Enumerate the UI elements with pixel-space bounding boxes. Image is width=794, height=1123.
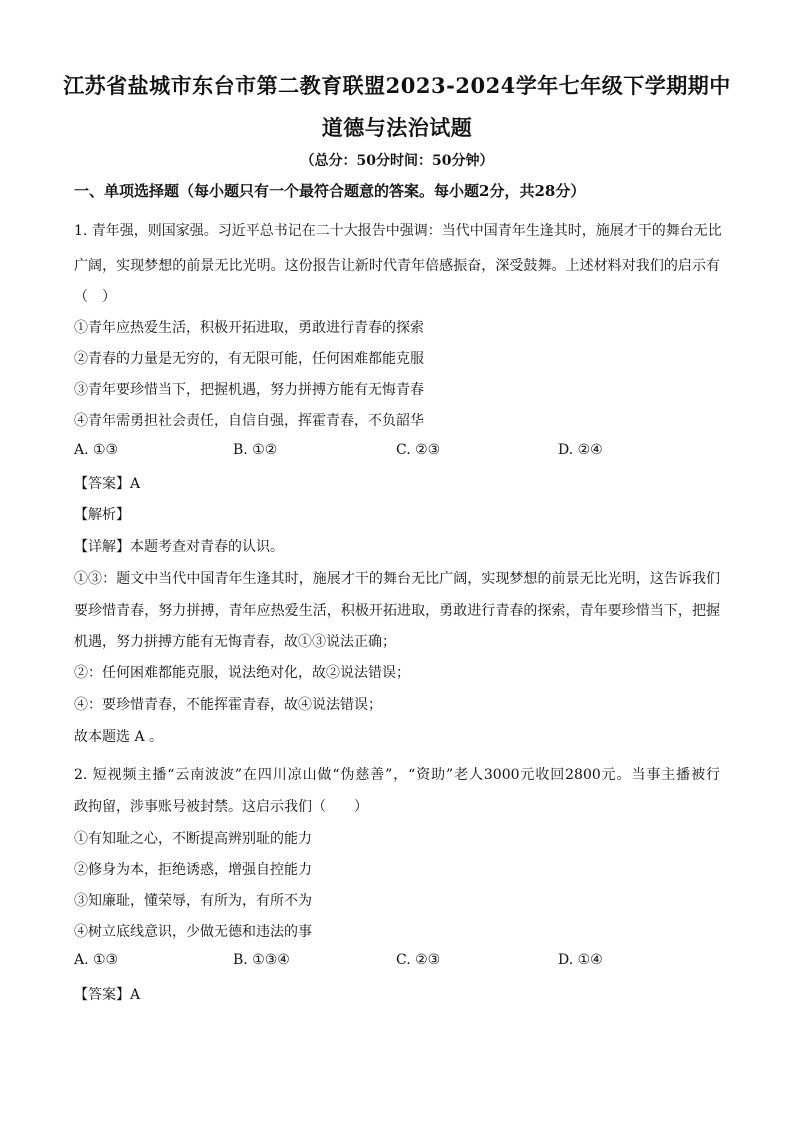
q1-stem-line1: 1. 青年强，则国家强。习近平总书记在二十大报告中强调：当代中国青年生逢其时，施展才干的舞台无比 [74, 223, 722, 239]
q1-stem-line3: （ ） [74, 289, 116, 305]
q2-option-c: C. ②③ [396, 952, 441, 968]
q1-statement-4: ④青年需勇担社会责任，自信自强，挥霍青春，不负韶华 [74, 413, 424, 429]
q1-statement-3: ③青年要珍惜当下，把握机遇，努力拼搏方能有无悔青春 [74, 382, 424, 398]
q1-stem-line2: 广阔，实现梦想的前景无比光明。这份报告让新时代青年倍感振奋，深受鼓舞。上述材料对我们的启示有 [74, 258, 720, 274]
q2-statement-1: ①有知耻之心，不断提高辨别耻的能力 [74, 831, 312, 847]
q1-detail: 【详解】本题考查对青春的认识。 [74, 539, 284, 555]
q1-option-c: C. ②③ [396, 442, 441, 458]
q1-answer: 【答案】A [74, 476, 141, 492]
doc-title-line2: 道德与法治试题 [321, 115, 473, 140]
q1-statement-1: ①青年应热爱生活，积极开拓进取，勇敢进行青春的探索 [74, 320, 424, 336]
q1-analysis-label: 【解析】 [74, 507, 130, 523]
q1-option-b: B. ①② [233, 442, 278, 458]
q1-statement-2: ②青春的力量是无穷的，有无限可能，任何困难都能克服 [74, 351, 424, 367]
q1-explain-line3: 机遇，努力拼搏方能有无悔青春，故①③说法正确； [74, 634, 396, 650]
q2-stem-line2: 政拘留，涉事账号被封禁。这启示我们（ ） [74, 799, 368, 815]
q2-statement-2: ②修身为本，拒绝诱惑，增强自控能力 [74, 862, 312, 878]
q1-option-a: A. ①③ [74, 442, 119, 458]
q2-statement-3: ③知廉耻，懂荣辱，有所为，有所不为 [74, 893, 312, 909]
section-heading: 一、单项选择题（每小题只有一个最符合题意的答案。每小题2分，共28分） [74, 182, 586, 200]
doc-meta: （总分：50分时间：50分钟） [300, 153, 494, 169]
q2-option-a: A. ①③ [74, 952, 119, 968]
q2-option-d: D. ①④ [558, 952, 603, 968]
q1-explain-line1: ①③：题文中当代中国青年生逢其时，施展才干的舞台无比广阔，实现梦想的前景无比光明，这告诉我们 [74, 571, 720, 587]
q1-explain-line4: ②：任何困难都能克服，说法绝对化，故②说法错误； [74, 665, 410, 681]
doc-title-line1: 江苏省盐城市东台市第二教育联盟2023-2024学年七年级下学期期中 [63, 73, 731, 98]
q1-option-d: D. ②④ [558, 442, 603, 458]
q2-option-b: B. ①③④ [233, 952, 290, 968]
q1-conclusion: 故本题选 A 。 [74, 729, 164, 745]
q2-stem-line1: 2. 短视频主播“云南波波”在四川凉山做“伪慈善”，“资助”老人3000元收回2800元。当事主播被行 [74, 767, 720, 783]
q2-answer: 【答案】A [74, 987, 141, 1003]
q2-statement-4: ④树立底线意识，少做无德和违法的事 [74, 924, 312, 940]
q1-explain-line2: 要珍惜青春，努力拼搏，青年应热爱生活，积极开拓进取，勇敢进行青春的探索，青年要珍惜当下，把握 [74, 603, 720, 619]
q1-explain-line5: ④：要珍惜青春，不能挥霍青春，故④说法错误； [74, 697, 382, 713]
